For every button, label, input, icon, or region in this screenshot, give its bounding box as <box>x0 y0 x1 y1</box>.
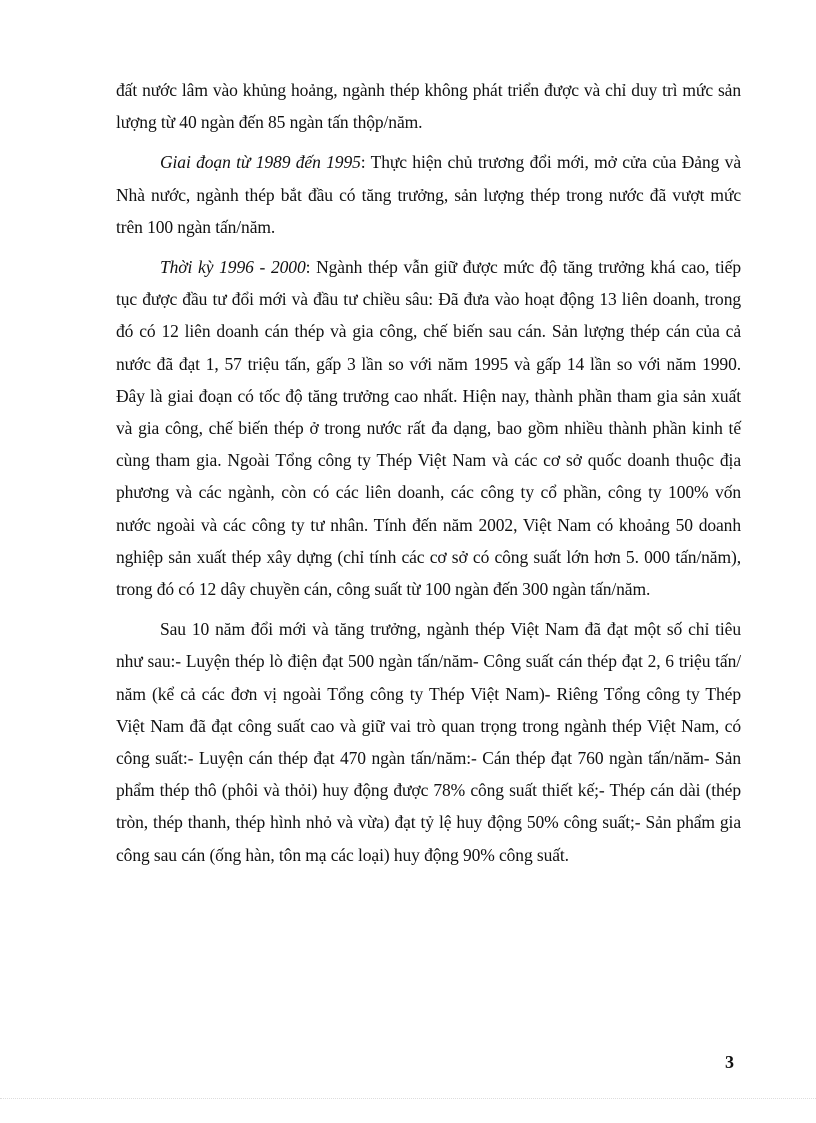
paragraph-text: : Ngành thép vẫn giữ được mức độ tăng trưởng khá cao, tiếp tục được đầu tư đổi mới và đầu tư chiều sâu: Đã đưa vào hoạt động 13 liên doanh, trong đó có 12 liên doanh cán thép và gia công, chế biến sau cán. Sản lượng thép cán của cả nước đã đạt 1, 57 triệu tấn, gấp 3 lần so với năm 1995 và gấp 14 lần so với năm 1990. Đây là giai đoạn có tốc độ tăng trưởng cao nhất. Hiện nay, thành phần tham gia sản xuất và gia công, chế biến thép ở trong nước rất đa dạng, bao gồm nhiều thành phần kinh tế cùng tham gia. Ngoài Tổng công ty Thép Việt Nam và các cơ sở quốc doanh thuộc địa phương và các ngành, còn có các liên doanh, các công ty cổ phần, công ty 100% vốn nước ngoài và các công ty tư nhân. Tính đến năm 2002, Việt Nam có khoảng 50 doanh nghiệp sản xuất thép xây dựng (chỉ tính các cơ sở có công suất lớn hơn 5. 000 tấn/năm), trong đó có 12 dây chuyền cán, công suất từ 100 ngàn đến 300 ngàn tấn/năm. <box>116 257 741 600</box>
paragraph-3 <box>116 251 741 605</box>
page-bottom-divider <box>0 1098 816 1099</box>
paragraph-text: Sau 10 năm đổi mới và tăng trưởng, ngành thép Việt Nam đã đạt một số chỉ tiêu như sau:- Luyện thép lò điện đạt 500 ngàn tấn/năm- Công suất cán thép đạt 2, 6 triệu tấn/ năm (kể cả các đơn vị ngoài Tổng công ty Thép Việt Nam)- Riêng Tổng công ty Thép Việt Nam đã đạt công suất cao và giữ vai trò quan trọng trong ngành thép Việt Nam, có công suất:- Luyện cán thép đạt 470 ngàn tấn/năm:- Cán thép đạt 760 ngàn tấn/năm- Sản phẩm thép thô (phôi và thỏi) huy động được 78% công suất thiết kế;- Thép cán dài (thép tròn, thép thanh, thép hình nhỏ và vừa) đạt tỷ lệ huy động 50% công suất;- Sản phẩm gia công sau cán (ống hàn, tôn mạ các loại) huy động 90% công suất. <box>116 619 741 865</box>
page-number: 3 <box>725 1052 734 1072</box>
paragraph-1 <box>116 74 741 138</box>
paragraph-text: : Thực hiện chủ trương đổi mới, mở cửa của Đảng và Nhà nước, ngành thép bắt đầu có tăng trưởng, sản lượng thép trong nước đã vượt mức trên 100 ngàn tấn/năm. <box>116 152 742 237</box>
paragraph-2 <box>116 146 741 243</box>
period-heading-1996-2000: Thời kỳ 1996 - 2000 <box>160 257 306 278</box>
paragraph-4 <box>116 613 741 871</box>
paragraph-text: đất nước lâm vào khủng hoảng, ngành thép không phát triển được và chỉ duy trì mức sản lượng từ 40 ngàn đến 85 ngàn tấn thộp/năm. <box>116 80 741 133</box>
body-text <box>116 74 741 879</box>
period-heading-1989-1995: Giai đoạn từ 1989 đến 1995 <box>160 152 361 173</box>
